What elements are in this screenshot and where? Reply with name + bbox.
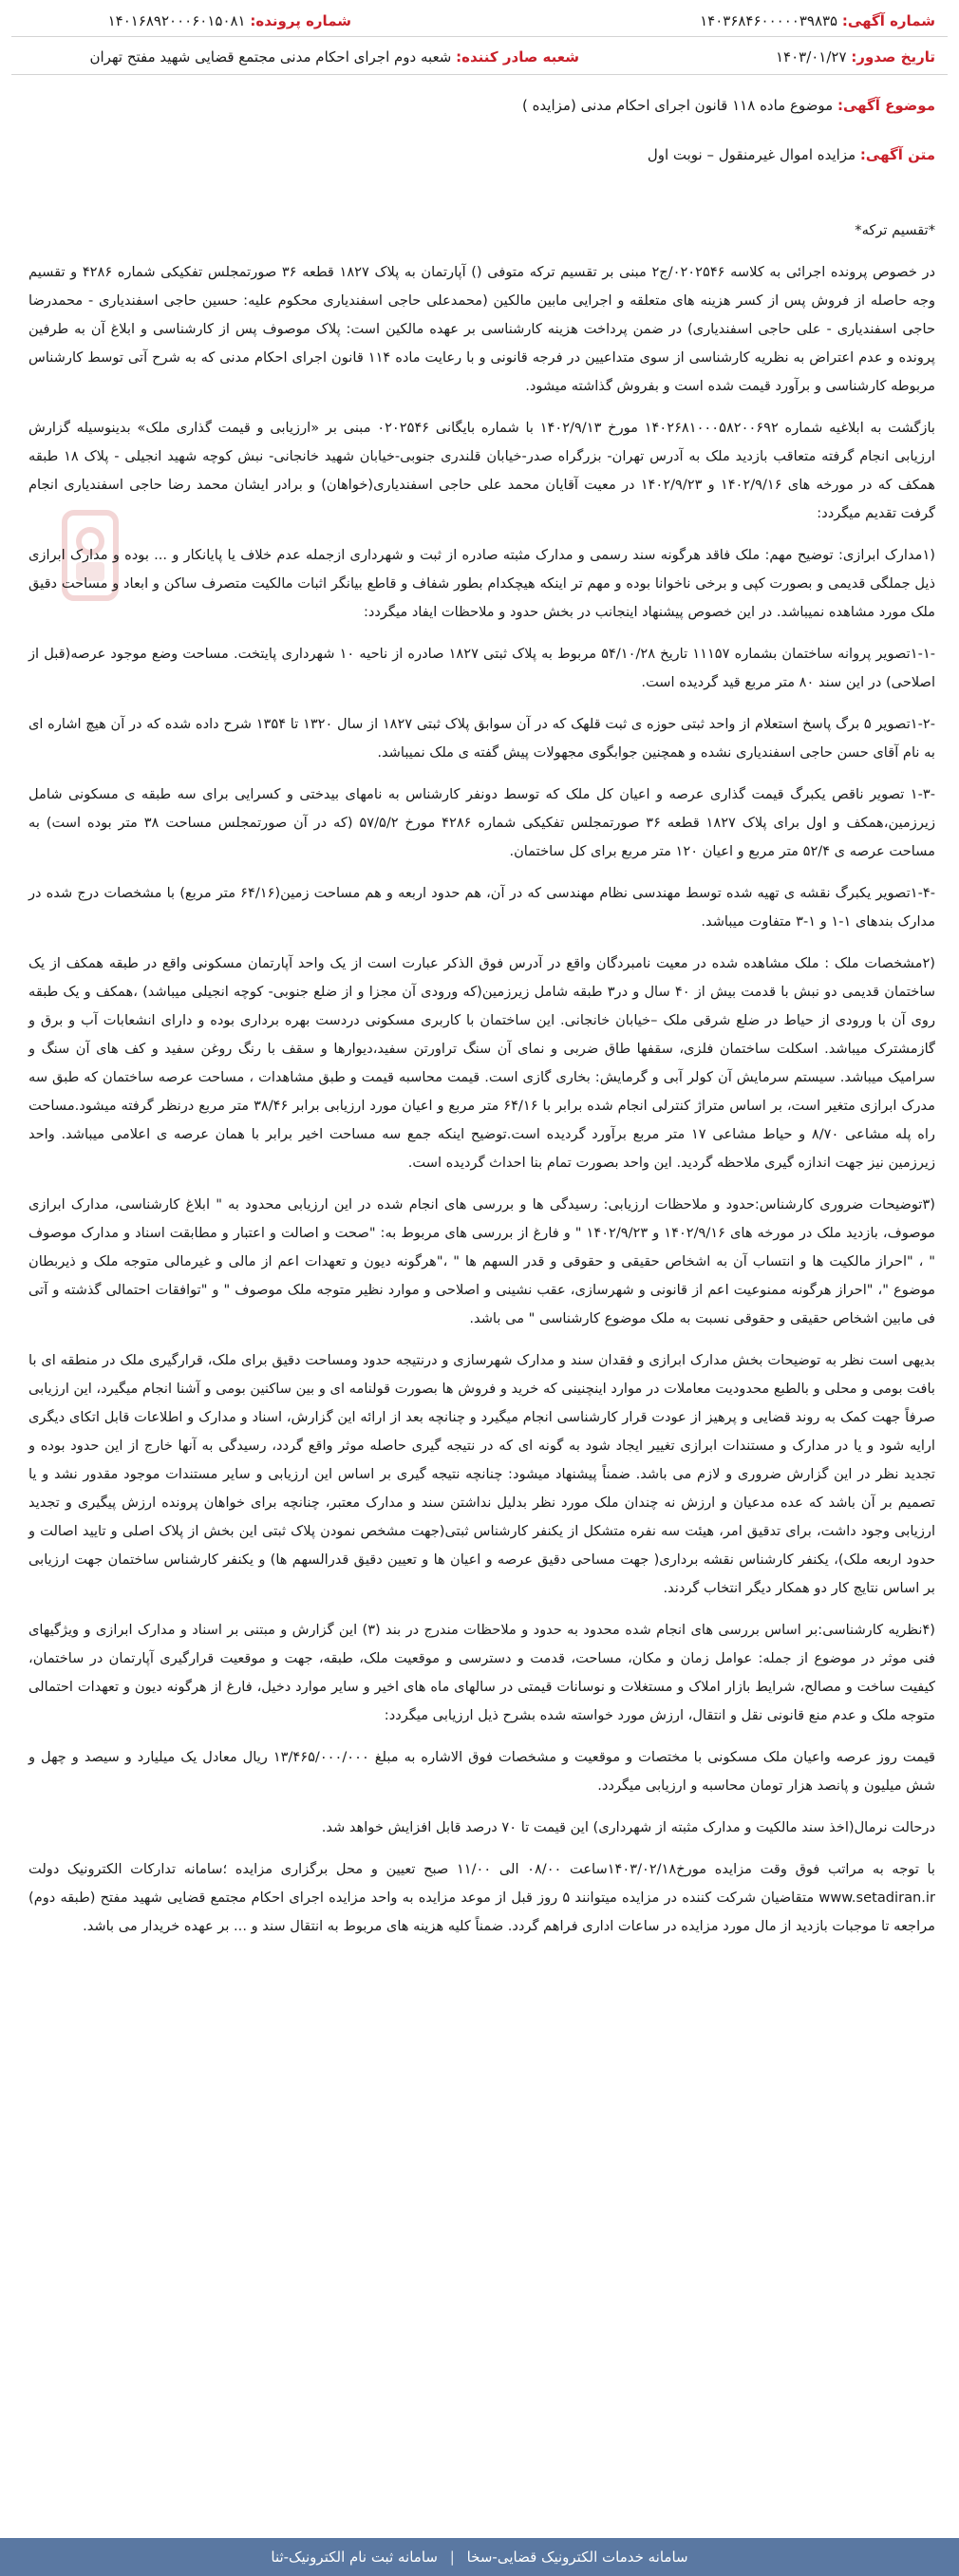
subject-label: موضوع آگهی: xyxy=(837,97,935,114)
ad-number-field xyxy=(700,6,935,36)
case-number-value: ۱۴۰۱۶۸۹۲۰۰۰۶۰۱۵۰۸۱ xyxy=(107,12,246,29)
issue-date-label: تاریخ صدور: xyxy=(851,48,935,66)
footer-bar xyxy=(0,2538,959,2576)
body-paragraph: بازگشت به ابلاغیه شماره ۱۴۰۲۶۸۱۰۰۰۵۸۲۰۰۶۹۲ مورخ ۱۴۰۲/۹/۱۳ با شماره بایگانی ۰۲۰۲۵۴۶ مبنی بر «ارزیابی و قیمت گذاری ملک» بدینوسیله گزارش ارزیابی انجام گرفته متعاقب بازدید ملک به آدرس تهران- بزرگراه صدر-خیابان قلندری جنوبی-خیابان شهید خانجانی- نبش کوچه شهید انجیلی - پلاک ۱۸ طبقه همکف که در مورخه های ۱۴۰۲/۹/۱۶ و ۱۴۰۲/۹/۲۳ در معیت آقایان محمد علی حاجی اسفندیاری(خواهان) و برادر ایشان محمد رضا حاجی اسفندیاری انجام گرفت تقدیم میگردد: xyxy=(28,420,935,521)
body-paragraph: (۲مشخصات ملک : ملک مشاهده شده در معیت نامبردگان واقع در آدرس فوق الذکر عبارت است از یک واحد آپارتمان مسکونی واقع در طبقه همکف از یک ساختمان قدیمی دو نبش با قدمت بیش از ۴۰ سال و در۳ طبقه شامل زیرزمین(که ورودی آن مجزا و از ضلع جنوبی- کوچه انجیلی میباشد) ،همکف و یک طبقه روی آن با ورودی از حیاط در ضلع شرقی ملک –خیابان خانجانی. این ساختمان با کاربری مسکونی دردست بهره برداری بوده و دارای انشعابات آب و برق و گازمشترک میباشد. اسکلت ساختمان فلزی، سقفها طاق ضربی و نمای آن سنگ تراورتن سفید،دیوارها و سقف با رنگ روغن سفید و کف های آن سنگ و سرامیک میباشد. سیستم سرمایش آن کولر آبی و گرمایش: بخاری گازی است. قیمت محاسبه قیمت و طبق مشاهدات ، مساحت عرصه ساختمان که طبق سه مدرک ابرازی متغیر است، بر اساس متراژ کنترلی انجام شده برابر با ۶۴/۱۶ متر مربع و اعیان مورد ارزیابی برابر ۳۸/۴۶ متر مربع درنظر گرفته میشود.مساحت راه پله مشاعی ۸/۷۰ و حیاط مشاعی ۱۷ متر مربع برآورد گردیده است.توضیح اینکه جمع سه مساحت اخیر برابر با همان عرصه ی اعلامی میباشد. واحد زیرزمین نیز جهت اندازه گیری ملاحظه گردید. این واحد بصورت تمام بنا احداث گردیده است. xyxy=(28,955,935,1171)
body-paragraph: -۱-۱تصویر پروانه ساختمان بشماره ۱۱۱۵۷ تاریخ ۵۴/۱۰/۲۸ مربوط به پلاک ثبتی ۱۸۲۷ صادره از ناحیه ۱۰ شهرداری پایتخت. مساحت وضع موجود عرصه(قبل از اصلاحی) در این سند ۸۰ متر مربع قید گردیده است. xyxy=(28,646,935,690)
text-title: مزایده اموال غیرمنقول – نوبت اول xyxy=(647,146,856,163)
body-paragraph: (۳توضیحات ضروری کارشناس:حدود و ملاحظات ارزیابی: رسیدگی ها و بررسی های انجام شده در این ارزیابی محدود به " ابلاغ کارشناسی، مدارک ابرازی موصوف، بازدید ملک در مورخه های ۱۴۰۲/۹/۱۶ و ۱۴۰۲/۹/۲۳ " و فارغ از بررسی های مربوط به: "صحت و اصالت و اعتبار و مطابقت اسناد و مدارک موصوف " ، "احراز مالکیت ها و انتساب آن به اشخاص حقیقی و حقوقی و قدر السهم ها " ،"هرگونه دیون و تعهدات اعم از مالی و غیرمالی متوجه ملک و ذیربطان موضوع "، "احراز هرگونه ممنوعیت اعم از قانونی و شهرسازی، عقب نشینی و اصلاحی و موارد نظیر متوجه ملک موصوف " و "توافقات احتمالی گذشته و آتی فی مابین اشخاص حقیقی و حقوقی نسبت به ملک موضوع کارشناسی " می باشد. xyxy=(28,1196,935,1326)
text-label: متن آگهی: xyxy=(859,146,935,163)
body-paragraph: قیمت روز عرصه واعیان ملک مسکونی با مختصات و موقعیت و مشخصات فوق الاشاره به مبلغ ۱۳/۴۶۵/۰۰۰/۰۰۰ ریال معادل یک میلیارد و سیصد و چهل و شش میلیون و پانصد هزار تومان محاسبه و ارزیابی میگردد. xyxy=(28,1749,935,1794)
header-divider-1 xyxy=(11,36,948,37)
body-paragraph: -۱-۳ تصویر ناقص یکبرگ قیمت گذاری عرصه و اعیان کل ملک که توسط دونفر کارشناس به نامهای بیدختی و کسرایی برای سه طبقه ی مسکونی شامل زیرزمین،همکف و اول برای پلاک ۱۸۲۷ قطعه ۳۶ صورتمجلس تفکیکی شماره ۴۲۸۶ مورخ ۵۷/۵/۲ (که در آن صورتمجلس مساحت ۳۸ متر بوده است) به مساحت عرصه ی ۵۲/۴ متر مربع و اعیان ۱۲۰ متر مربع برای کل ساختمان. xyxy=(28,786,935,859)
header-row-2 xyxy=(0,42,959,72)
body-paragraph: *تقسیم ترکه* xyxy=(855,222,935,238)
body-paragraph: با توجه به مراتب فوق وقت مزایده مورخ۱۴۰۳/۰۲/۱۸ساعت ۰۸/۰۰ الی ۱۱/۰۰ صبح تعیین و محل برگزاری مزایده ؛سامانه تدارکات الکترونیک دولت www.setadiran.ir متقاضیان شرکت کننده در مزایده میتوانند ۵ روز قبل از موعد مزایده به واحد مزایده اجرای احکام مجتمع قضایی شهید مفتح (طبقه دوم) مراجعه تا موجبات بازدید از مال مورد مزایده در ساعات اداری فراهم گردد. ضمناً کلیه هزینه های مربوط به انتقال سند و ... بر عهده خریدار می باشد. xyxy=(28,1861,935,1934)
issue-date-value: ۱۴۰۳/۰۱/۲۷ xyxy=(775,48,847,66)
body-paragraph: (۱مدارک ابرازی: توضیح مهم: ملک فاقد هرگونه سند رسمی و مدارک مثبته صادره از ثبت و شهرداری ازجمله عدم خلاف یا پایانکار و ... بوده و مدارک ابرازی ذیل جملگی قدیمی و بصورت کپی و برخی ناخوانا بوده و مهم تر اینکه هیچکدام بطور شفاف و قاطع بیانگر اثبات مالکیت متصرف ساکن و ابعاد و مساحت دقیق ملک مورد مشاهده نمیباشد. در این خصوص پیشنهاد اینجانب در بخش حدود و ملاحظات ایفاد میگردد: xyxy=(28,547,935,620)
issue-date-field xyxy=(776,42,935,72)
header-divider-2 xyxy=(11,74,948,75)
footer-separator: | xyxy=(449,2548,455,2566)
case-number-field xyxy=(108,6,351,36)
issuing-branch-value: شعبه دوم اجرای احکام مدنی مجتمع قضایی شهید مفتح تهران xyxy=(89,48,452,66)
issuing-branch-label: شعبه صادر کننده: xyxy=(456,48,579,66)
footer-link-sakha[interactable]: سامانه خدمات الکترونیک قضایی-سخا xyxy=(466,2548,688,2566)
header-row-1 xyxy=(0,6,959,36)
case-number-label: شماره پرونده: xyxy=(250,12,351,29)
body-paragraph: در خصوص پرونده اجرائی به کلاسه ۰۲۰۲۵۴۶/ج۲ مبنی بر تقسیم ترکه متوفی () آپارتمان به پلاک ۱۸۲۷ قطعه ۳۶ صورتمجلس تفکیکی شماره ۴۲۸۶ و تقسیم وجه حاصله از فروش پس از کسر هزینه های متعلقه و اجرایی مابین مالکین (محمدعلی حاجی اسفندیاری محکوم علیه: حسین حاجی اسفندیاری - محمدرضا حاجی اسفندیاری - علی حاجی اسفندیاری) در ضمن پرداخت هزینه کارشناسی بر عهده مالکین است: پلاک موصوف پس از کارشناسی و ابلاغ آن به طرفین پرونده و عدم اعتراض به نظریه کارشناسی از سوی متداعیین در فرجه قانونی و با رعایت ماده ۱۱۴ قانون اجرای احکام مدنی که به شرح آتی توسط کارشناس مربوطه کارشناسی و برآورد قیمت شده است و بفروش گذاشته میشود. xyxy=(28,264,935,394)
body-paragraph: -۱-۲تصویر ۵ برگ پاسخ استعلام از واحد ثبتی حوزه ی ثبت قلهک که در آن سوابق پلاک ثبتی ۱۸۲۷ از سال ۱۳۲۰ تا ۱۳۵۴ شرح داده شده که در آن هیچ اشاره ای به نام آقای حسن حاجی اسفندیاری نشده و همچنین جوابگوی مجهولات پیش گفته ی ملک نمیباشد. xyxy=(28,716,935,761)
body-paragraph: (۴نظریه کارشناسی:بر اساس بررسی های انجام شده محدود به حدود و ملاحظات مندرج در بند (۳) این گزارش و مبتنی بر اسناد و مدارک ابرازی و ویژگیهای فنی موثر در موضوع از جمله: عوامل زمان و مکان، مساحت، قدمت و دسترسی و موقعیت ملک، طبقه، جهت و موقعیت قرارگیری آپارتمان در ساختمان، کیفیت ساخت و مصالح، شرایط بازار املاک و مستغلات و نوسانات قیمتی در سالهای ماه های اخیر و سایر موارد دخیل، فارغ از هرگونه دیون و تعهدات احتمالی متوجه ملک و عدم منع قانونی نقل و انتقال، ارزش مورد خواسته شده بشرح ذیل ارزیابی میگردد: xyxy=(28,1622,935,1723)
body-paragraph: درحالت نرمال(اخذ سند مالکیت و مدارک مثبته از شهرداری) این قیمت تا ۷۰ درصد قابل افزایش خواهد شد. xyxy=(321,1819,935,1835)
body-paragraph: بدیهی است نظر به توضیحات بخش مدارک ابرازی و فقدان سند و مدارک شهرسازی و درنتیجه حدود ومساحت دقیق برای ملک، قرارگیری ملک در منطقه ای با بافت بومی و محلی و بالطبع محدودیت معاملات در موارد اینچنینی که خرید و فروش ها بصورت قولنامه ای و بین ساکنین بومی و آشنا انجام میگیرد، این ارزیابی صرفاً جهت کمک به روند قضایی و پرهیز از عودت قرار کارشناسی انجام میگیرد و چنانچه بعد از ارائه این گزارش، اسناد و مدارک و اطلاعات قابل اتکای دیگری ارایه شود و یا در مدارک و مستندات ابرازی تغییر ایجاد شود به گونه ای که در نتیجه گیری حاصله موثر واقع گردد، رسیدگی به آنها خارج از این حدود بوده و تجدید نظر در این گزارش ضروری و لازم می باشد. ضمناً پیشنهاد میشود: چنانچه نتیجه گیری بر اساس این ارزیابی و سایر مستندات موجود مقدور نشد و یا تصمیم بر آن باشد که عده مدعیان و ارزش نه چندان ملک مورد نظر بدلیل نداشتن سند و مدارک معتبر، چنانچه برای خواهان پرونده ارزش پیگیری و تجدید ارزیابی وجود داشت، برای تدقیق امر، هیئت سه نفره متشکل از یکنفر کارشناس ثبتی(جهت مشخص نمودن پلاک ثبتی این بخش از پلاک اصلی و تایید اصالت و حدود اربعه ملک)، یکنفر کارشناس نقشه برداری( جهت مساحی دقیق عرصه و اعیان ها و تعیین دقیق قدرالسهم ها) و یکنفر کارشناس ساختمان جهت ارزیابی بر اساس نتایج کار دو همکار دیگر انتخاب گردند. xyxy=(28,1352,935,1596)
subject-value: موضوع ماده ۱۱۸ قانون اجرای احکام مدنی (مزایده ) xyxy=(521,97,834,114)
body-paragraph: -۱-۴تصویر یکبرگ نقشه ی تهیه شده توسط مهندسی نظام مهندسی که در آن، هم حدود اربعه و هم مساحت زمین(۶۴/۱۶ متر مربع) با مشخصات درج شده در مدارک بندهای ۱-۱ و ۱-۳ متفاوت میباشد. xyxy=(28,885,936,930)
issuing-branch-field xyxy=(90,42,580,72)
announcement-body xyxy=(28,216,935,1954)
ad-number-value: ۱۴۰۳۶۸۴۶۰۰۰۰۰۳۹۸۳۵ xyxy=(700,12,838,29)
ad-number-label: شماره آگهی: xyxy=(841,12,935,29)
footer-link-sana[interactable]: سامانه ثبت نام الکترونیک-ثنا xyxy=(271,2548,438,2566)
